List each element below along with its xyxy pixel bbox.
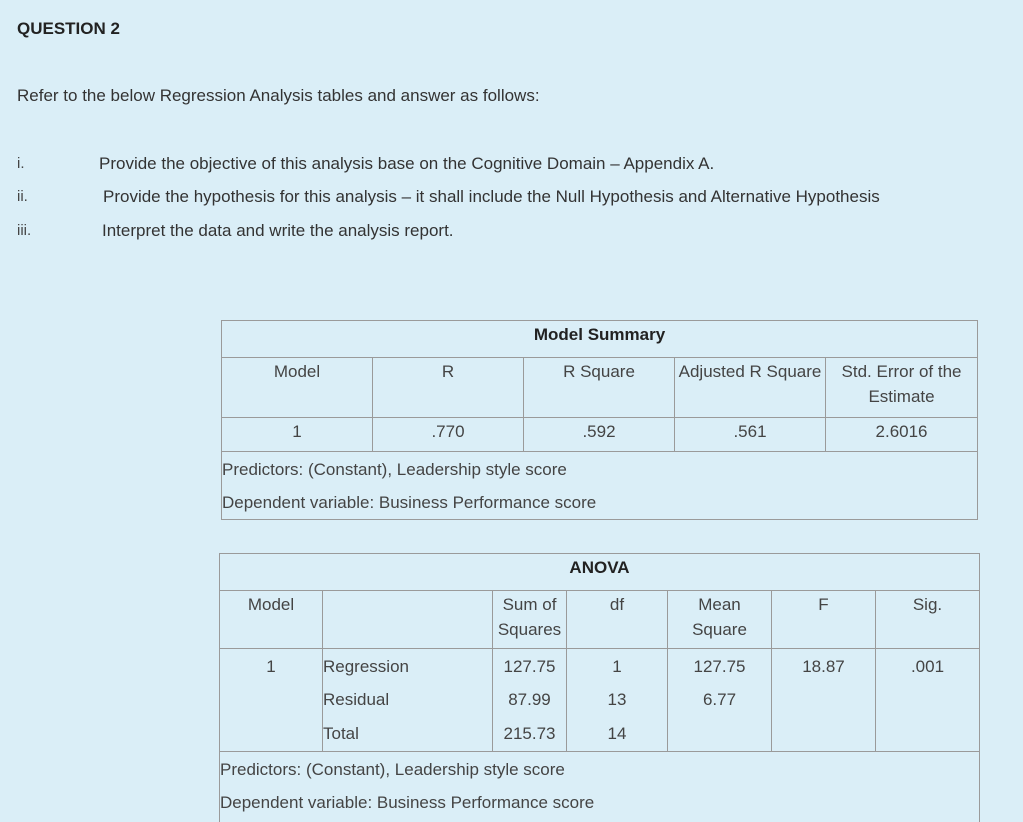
table-cell: .592 (524, 418, 675, 452)
model-number-cell: 1 (220, 649, 323, 752)
column-header: Model (220, 591, 323, 649)
column-header: Std. Error of the Estimate (826, 358, 978, 418)
table-footnote: Predictors: (Constant), Leadership style score Dependent variable: Business Performance score (222, 452, 978, 520)
table-cell: 2.6016 (826, 418, 978, 452)
column-header: R (373, 358, 524, 418)
table-footnote: Predictors: (Constant), Leadership style score Dependent variable: Business Performance score (220, 752, 980, 822)
table-cell: .561 (675, 418, 826, 452)
item-text: Provide the hypothesis for this analysis – it shall include the Null Hypothesis and Alternative Hypothesis (103, 187, 880, 206)
item-number: ii. (17, 188, 28, 205)
sig-cell: .001 (876, 649, 980, 752)
column-header: Sig. (876, 591, 980, 649)
df-cell: 1 13 14 (567, 649, 668, 752)
model-summary-title: Model Summary (222, 321, 978, 358)
item-number: i. (17, 155, 25, 172)
column-header: Sum of Squares (493, 591, 567, 649)
column-header: Mean Square (668, 591, 772, 649)
item-number: iii. (17, 222, 32, 239)
column-header: Adjusted R Square (675, 358, 826, 418)
question-title: QUESTION 2 (17, 19, 120, 38)
table-cell: .770 (373, 418, 524, 452)
column-header: Model (222, 358, 373, 418)
table-cell: 1 (222, 418, 373, 452)
item-text: Interpret the data and write the analysis report. (102, 221, 454, 240)
anova-table (219, 553, 980, 822)
column-header: df (567, 591, 668, 649)
column-header (323, 591, 493, 649)
column-header: R Square (524, 358, 675, 418)
mean-square-cell: 127.75 6.77 (668, 649, 772, 752)
sum-of-squares-cell: 127.75 87.99 215.73 (493, 649, 567, 752)
item-text: Provide the objective of this analysis base on the Cognitive Domain – Appendix A. (99, 154, 715, 173)
column-header: F (772, 591, 876, 649)
source-cell: Regression Residual Total (323, 649, 493, 752)
question-intro: Refer to the below Regression Analysis tables and answer as follows: (17, 86, 540, 105)
model-summary-table (221, 320, 978, 520)
f-cell: 18.87 (772, 649, 876, 752)
anova-title: ANOVA (220, 554, 980, 591)
